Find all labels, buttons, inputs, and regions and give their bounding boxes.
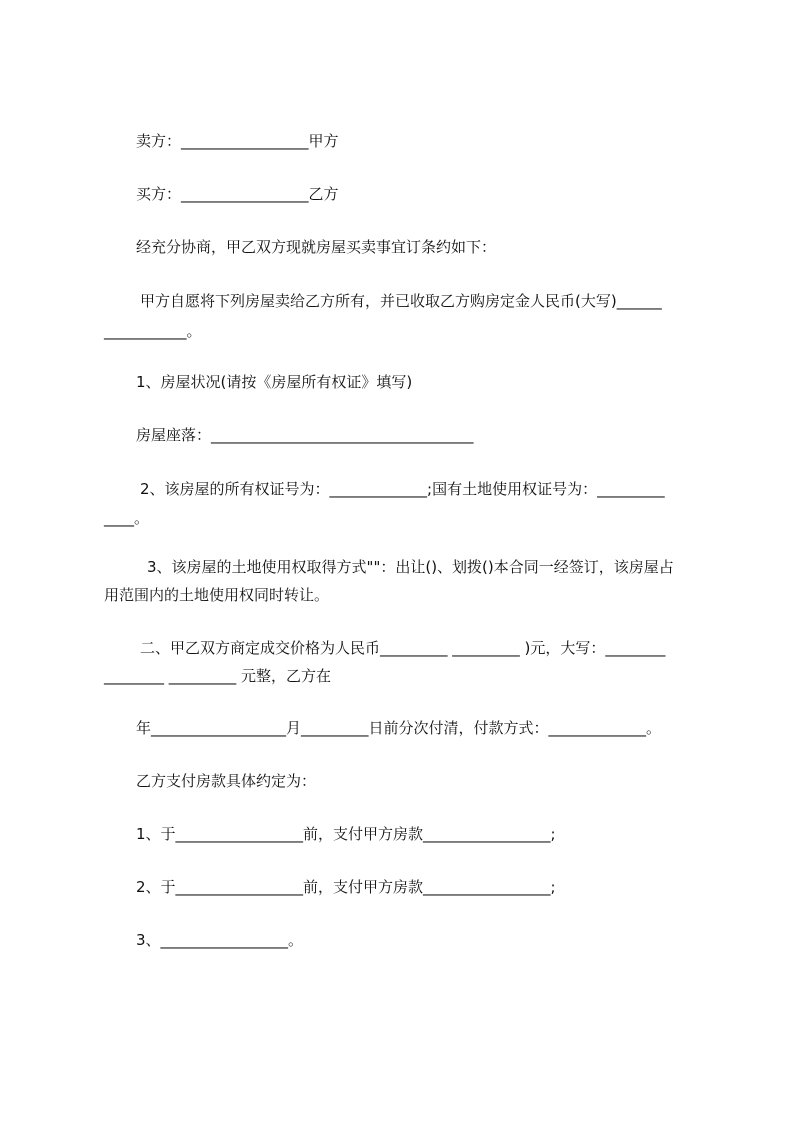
item-3-line-1: 3、该房屋的土地使用权取得方式""：出让()、划拨()本合同一经签订，该房屋占	[147, 558, 674, 576]
item-1-heading: 1、房屋状况(请按《房屋所有权证》填写)	[136, 373, 413, 391]
payment-terms-heading: 乙方支付房款具体约定为：	[136, 772, 317, 790]
deposit-paragraph-line-2: ___________。	[104, 322, 202, 340]
house-location-line: 房屋座落：___________________________________	[136, 426, 474, 444]
section-2-line-1: 二、甲乙双方商定成交价格为人民币_________ _________ )元，大写：________	[140, 639, 666, 657]
payment-date-line: 年__________________月_________日前分次付清，付款方式：_____________。	[136, 719, 662, 737]
item-3-line-2: 用范围内的土地使用权同时转让。	[104, 586, 330, 604]
payment-term-3: 3、_________________。	[136, 931, 304, 949]
deposit-paragraph-line-1: 甲方自愿将下列房屋卖给乙方所有，并已收取乙方购房定金人民币(大写)______	[140, 292, 662, 310]
seller-line: 卖方：_________________甲方	[136, 132, 339, 150]
item-2-line-1: 2、该房屋的所有权证号为：_____________;国有土地使用权证号为：_________	[140, 480, 665, 498]
payment-term-1: 1、于_________________前，支付甲方房款_________________;	[136, 825, 556, 843]
payment-term-2: 2、于_________________前，支付甲方房款_________________;	[136, 878, 556, 896]
item-2-line-2: ____。	[104, 509, 150, 527]
buyer-line: 买方：_________________乙方	[136, 185, 339, 203]
section-2-line-2: ________ _________ 元整，乙方在	[104, 667, 332, 685]
intro-paragraph: 经充分协商，甲乙双方现就房屋买卖事宜订条约如下：	[136, 238, 497, 256]
